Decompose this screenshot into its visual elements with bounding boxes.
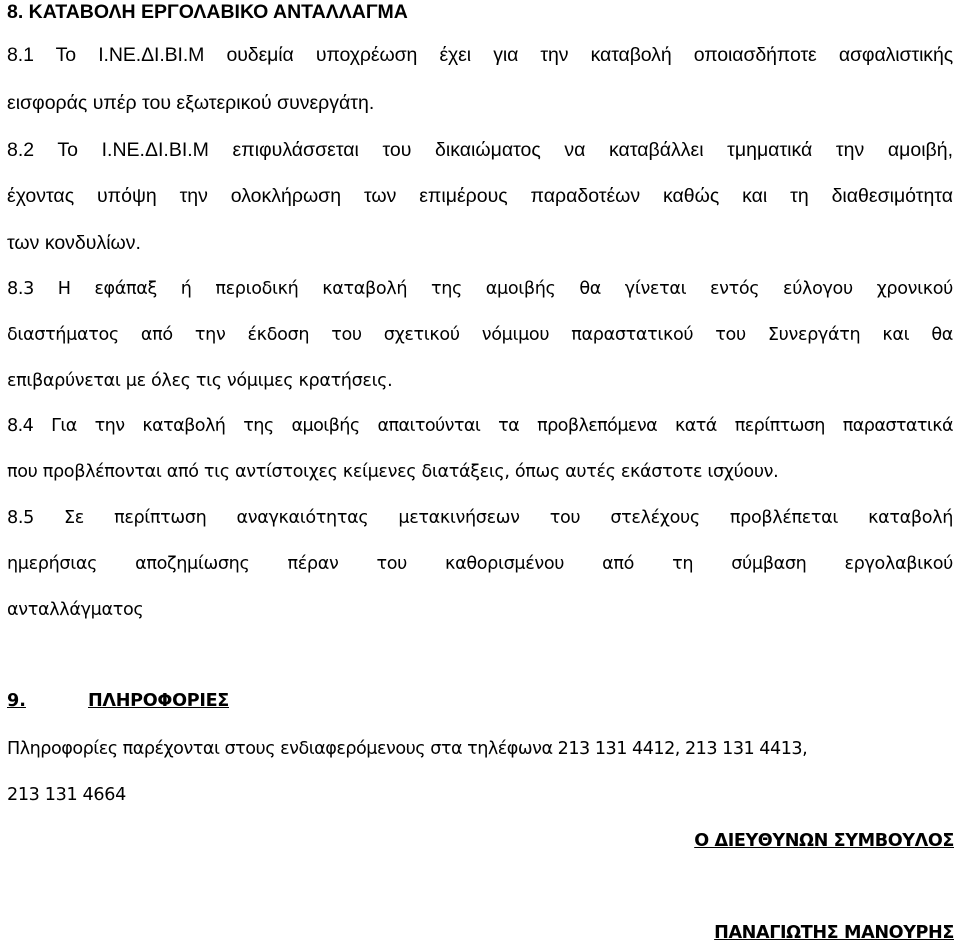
paragraph-8-4-line-2: που προβλέπονται από τις αντίστοιχες κείμενες διατάξεις, όπως αυτές εκάστοτε ισχύουν. [7, 462, 779, 482]
paragraph-8-2-line-3: των κονδυλίων. [7, 232, 141, 254]
section-9-line-2: 213 131 4664 [7, 785, 126, 805]
paragraph-8-3-line-2: διαστήματος από την έκδοση του σχετικού νόμιμου παραστατικού του Συνεργάτη και θα [7, 325, 953, 345]
paragraph-8-3-line-1: 8.3 Η εφάπαξ ή περιοδική καταβολή της αμοιβής θα γίνεται εντός εύλογου χρονικού [7, 279, 953, 299]
signature-role: Ο ΔΙΕΥΘΥΝΩΝ ΣΥΜΒΟΥΛΟΣ [694, 831, 954, 851]
paragraph-8-1-line-1: 8.1 Το Ι.ΝΕ.ΔΙ.ΒΙ.Μ ουδεμία υποχρέωση έχει για την καταβολή οποιασδήποτε ασφαλιστικής [7, 44, 953, 66]
paragraph-8-1-line-2: εισφοράς υπέρ του εξωτερικού συνεργάτη. [7, 92, 375, 114]
paragraph-8-4-line-1: 8.4 Για την καταβολή της αμοιβής απαιτούνται τα προβλεπόμενα κατά περίπτωση παραστατικά [7, 416, 953, 436]
paragraph-8-5-line-1: 8.5 Σε περίπτωση αναγκαιότητας μετακινήσεων του στελέχους προβλέπεται καταβολή [7, 508, 953, 528]
paragraph-8-2-line-1: 8.2 Το Ι.ΝΕ.ΔΙ.ΒΙ.Μ επιφυλάσσεται του δικαιώματος να καταβάλλει τμηματικά την αμοιβή, [7, 139, 953, 161]
signature-name: ΠΑΝΑΓΙΩΤΗΣ ΜΑΝΟΥΡΗΣ [714, 923, 954, 943]
section-9-line-1: Πληροφορίες παρέχονται στους ενδιαφερόμενους στα τηλέφωνα 213 131 4412, 213 131 4413, [7, 739, 808, 759]
section-9-number: 9. [7, 691, 26, 711]
paragraph-8-5-line-2: ημερήσιας αποζημίωσης πέραν του καθορισμένου από τη σύμβαση εργολαβικού [7, 554, 953, 574]
section-8-title: 8. ΚΑΤΑΒΟΛΗ ΕΡΓΟΛΑΒΙΚΟ ΑΝΤΑΛΛΑΓΜΑ [7, 1, 408, 23]
paragraph-8-2-line-2: έχοντας υπόψη την ολοκλήρωση των επιμέρους παραδοτέων καθώς και τη διαθεσιμότητα [7, 185, 953, 207]
paragraph-8-3-line-3: επιβαρύνεται με όλες τις νόμιμες κρατήσεις. [7, 371, 393, 391]
section-9-title: ΠΛΗΡΟΦΟΡΙΕΣ [88, 691, 230, 711]
paragraph-8-5-line-3: ανταλλάγματος [7, 600, 144, 620]
